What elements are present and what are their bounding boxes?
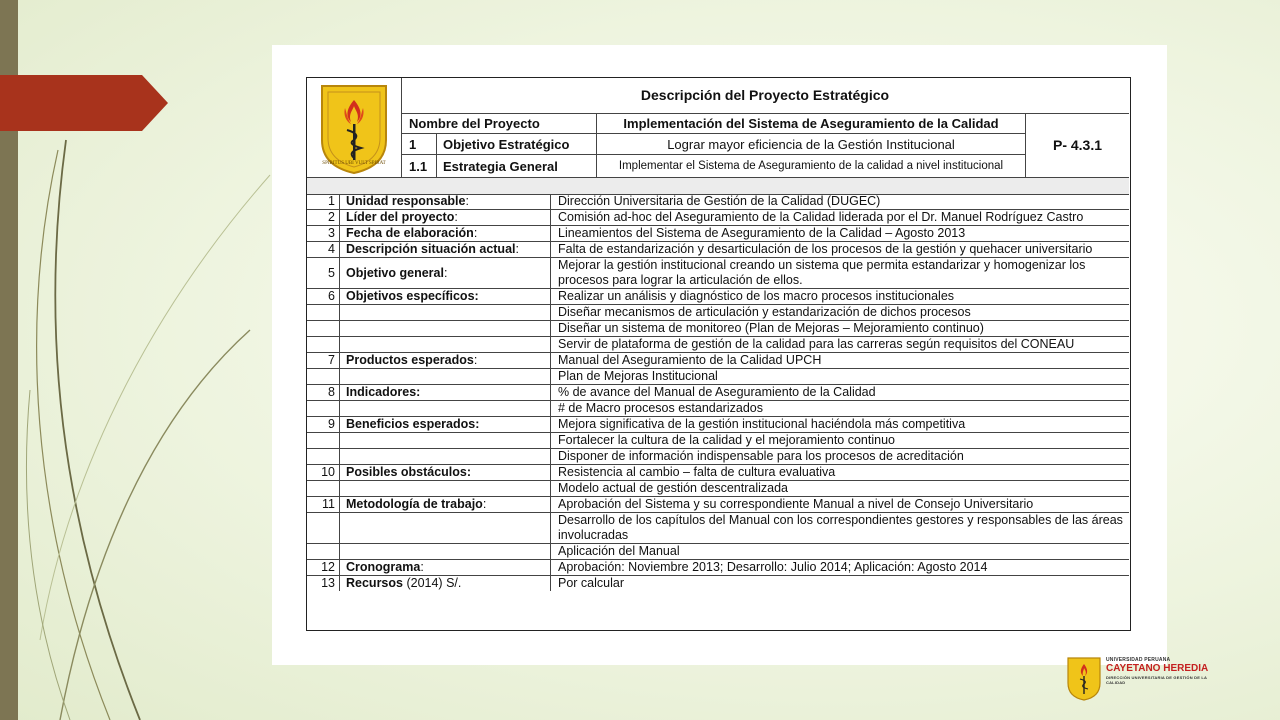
- table-row: [307, 305, 1129, 321]
- row-label: [340, 337, 551, 352]
- row-number: 2: [307, 210, 340, 225]
- row-label-text: Unidad responsable: [346, 194, 466, 208]
- row-label: [340, 305, 551, 320]
- project-table: [306, 77, 1131, 631]
- footer-line2: CAYETANO HEREDIA: [1106, 663, 1209, 674]
- row-value: Manual del Aseguramiento de la Calidad UPCH: [558, 353, 822, 367]
- header-value: Implementación del Sistema de Aseguramiento de la Calidad: [597, 113, 1026, 134]
- row-label-text: Productos esperados: [346, 353, 474, 367]
- header-label: Estrategia General: [437, 155, 597, 177]
- table-row: [307, 433, 1129, 449]
- row-label: [340, 353, 551, 368]
- row-value: Mejora significativa de la gestión institucional haciéndola más competitiva: [558, 417, 966, 431]
- header-value: Lograr mayor eficiencia de la Gestión Institucional: [597, 134, 1026, 155]
- row-label-suffix: :: [454, 210, 458, 224]
- table-row: [307, 560, 1129, 576]
- row-number: 13: [307, 576, 340, 591]
- row-number: 5: [307, 258, 340, 288]
- table-row: [307, 481, 1129, 497]
- table-row: [307, 337, 1129, 353]
- row-number: 12: [307, 560, 340, 575]
- table-row: [307, 417, 1129, 433]
- table-row: [307, 369, 1129, 385]
- row-label: [340, 481, 551, 496]
- row-number: [307, 433, 340, 448]
- row-value: Diseñar mecanismos de articulación y estandarización de dichos procesos: [558, 305, 971, 319]
- table-row: [307, 449, 1129, 465]
- row-label-text: Recursos: [346, 576, 403, 590]
- header-row-objective: [401, 134, 1026, 155]
- row-label: [340, 513, 551, 543]
- row-number: 7: [307, 353, 340, 368]
- table-row: [307, 226, 1129, 242]
- row-label: [340, 465, 551, 480]
- row-label-text: Líder del proyecto: [346, 210, 455, 224]
- row-number: 11: [307, 497, 340, 512]
- row-number: [307, 544, 340, 559]
- row-label: [340, 544, 551, 559]
- row-label: [340, 449, 551, 464]
- project-code: P- 4.3.1: [1052, 137, 1103, 153]
- row-label: [340, 226, 551, 241]
- row-value: Resistencia al cambio – falta de cultura evaluativa: [558, 465, 836, 479]
- footer-logo-text: [1106, 657, 1224, 685]
- row-label-text: Objetivos específicos:: [346, 289, 479, 303]
- row-number: [307, 513, 340, 543]
- spacer-row: [307, 177, 1129, 195]
- table-row: [307, 242, 1129, 258]
- row-label: [340, 258, 551, 288]
- table-row: [307, 497, 1129, 513]
- table-row: [307, 544, 1129, 560]
- header-num: 1: [401, 134, 437, 155]
- footer-logo: [1064, 655, 1224, 705]
- row-label: [340, 560, 551, 575]
- row-label: [340, 576, 551, 591]
- row-label-suffix: :: [473, 353, 478, 367]
- row-value: % de avance del Manual de Aseguramiento de la Calidad: [558, 385, 876, 399]
- footer-line3: DIRECCIÓN UNIVERSITARIA DE GESTIÓN DE LA CALIDAD: [1106, 675, 1207, 685]
- table-row: [307, 385, 1129, 401]
- table-title: Descripción del Proyecto Estratégico: [401, 78, 1129, 114]
- row-value: Desarrollo de los capítulos del Manual con los correspondientes gestores y responsables de las áreas involucradas: [558, 513, 1123, 542]
- row-label: [340, 401, 551, 416]
- row-label-text: Fecha de elaboración: [346, 226, 474, 240]
- row-number: 4: [307, 242, 340, 257]
- row-label: [340, 497, 551, 512]
- row-number: [307, 449, 340, 464]
- row-number: [307, 305, 340, 320]
- row-value: Fortalecer la cultura de la calidad y el mejoramiento continuo: [558, 433, 895, 447]
- table-row: [307, 353, 1129, 369]
- row-value: Modelo actual de gestión descentralizada: [558, 481, 789, 495]
- row-number: 9: [307, 417, 340, 432]
- footer-line1: UNIVERSIDAD PERUANA: [1106, 657, 1171, 663]
- row-label: [340, 385, 551, 400]
- row-number: 3: [307, 226, 340, 241]
- table-row: [307, 576, 1129, 591]
- table-row: [307, 513, 1129, 544]
- seal-motto: SPIRITUS UBI VULT SPIRAT: [322, 161, 386, 166]
- header-value: Implementar el Sistema de Aseguramiento de la calidad a nivel institucional: [597, 155, 1026, 177]
- table-row: [307, 210, 1129, 226]
- row-value: Por calcular: [558, 576, 624, 590]
- header-label: Nombre del Proyecto: [401, 113, 597, 134]
- row-label: [340, 321, 551, 336]
- row-label-text: Posibles obstáculos:: [346, 465, 472, 479]
- row-label-suffix: :: [420, 560, 424, 574]
- row-value: # de Macro procesos estandarizados: [558, 401, 763, 415]
- row-label: [340, 210, 551, 225]
- row-value: Dirección Universitaria de Gestión de la Calidad (DUGEC): [558, 194, 881, 208]
- row-number: [307, 337, 340, 352]
- footer-seal-icon: [1064, 655, 1104, 701]
- row-value: Aprobación del Sistema y su correspondiente Manual a nivel de Consejo Universitario: [558, 497, 1034, 511]
- row-number: [307, 481, 340, 496]
- row-value: Plan de Mejoras Institucional: [558, 369, 718, 383]
- table-header: [307, 78, 1129, 178]
- decorative-swoosh: [0, 0, 300, 720]
- row-label-suffix: :: [443, 265, 448, 280]
- table-row: [307, 321, 1129, 337]
- table-row: [307, 258, 1129, 289]
- row-number: 1: [307, 194, 340, 209]
- row-number: [307, 401, 340, 416]
- row-label-text: Objetivo general: [346, 265, 444, 280]
- row-label-suffix: :: [515, 242, 519, 256]
- row-number: [307, 321, 340, 336]
- row-label: [340, 433, 551, 448]
- row-value: Disponer de información indispensable para los procesos de acreditación: [558, 449, 964, 463]
- row-value: Falta de estandarización y desarticulación de los procesos de la gestión y quehacer universitario: [558, 242, 1093, 256]
- row-number: 6: [307, 289, 340, 304]
- row-label-text: Metodología de trabajo: [346, 497, 483, 511]
- table-row: [307, 465, 1129, 481]
- row-label-text: Cronograma: [346, 560, 421, 574]
- row-label: [340, 417, 551, 432]
- row-label: [340, 289, 551, 304]
- row-label-text: Descripción situación actual: [346, 242, 516, 256]
- header-label: Objetivo Estratégico: [437, 134, 597, 155]
- row-label: [340, 369, 551, 384]
- row-number: 10: [307, 465, 340, 480]
- row-value: Diseñar un sistema de monitoreo (Plan de Mejoras – Mejoramiento continuo): [558, 321, 984, 335]
- table-row: [307, 194, 1129, 210]
- row-label-text: Beneficios esperados:: [346, 417, 480, 431]
- header-num: 1.1: [401, 155, 437, 177]
- table-row: [307, 401, 1129, 417]
- row-value: Lineamientos del Sistema de Aseguramiento de la Calidad – Agosto 2013: [558, 226, 966, 240]
- logo-cell: [307, 78, 402, 177]
- university-seal-icon: [307, 78, 401, 177]
- row-label-suffix: :: [473, 226, 478, 240]
- row-value: Comisión ad-hoc del Aseguramiento de la Calidad liderada por el Dr. Manuel Rodríguez Castro: [558, 210, 1084, 224]
- row-value: Aprobación: Noviembre 2013; Desarrollo: Julio 2014; Aplicación: Agosto 2014: [558, 560, 988, 574]
- table-body: [307, 194, 1129, 591]
- row-number: [307, 369, 340, 384]
- table-row: [307, 289, 1129, 305]
- header-row-project-name: [401, 113, 1026, 134]
- row-label-suffix: (2014) S/.: [402, 576, 462, 590]
- row-value: Realizar un análisis y diagnóstico de los macro procesos institucionales: [558, 289, 955, 303]
- row-label-suffix: :: [482, 497, 487, 511]
- row-value: Servir de plataforma de gestión de la calidad para las carreras según requisitos del CONEAU: [558, 337, 1075, 351]
- row-number: 8: [307, 385, 340, 400]
- row-label-text: Indicadores:: [346, 385, 421, 399]
- row-value: Aplicación del Manual: [558, 544, 680, 558]
- header-row-strategy: [401, 155, 1026, 177]
- row-label-suffix: :: [465, 194, 469, 208]
- row-label: [340, 242, 551, 257]
- row-label: [340, 194, 551, 209]
- row-value: Mejorar la gestión institucional creando un sistema que permita estandarizar y homogenizar los procesos para lograr la articulación de ellos.: [558, 258, 1086, 287]
